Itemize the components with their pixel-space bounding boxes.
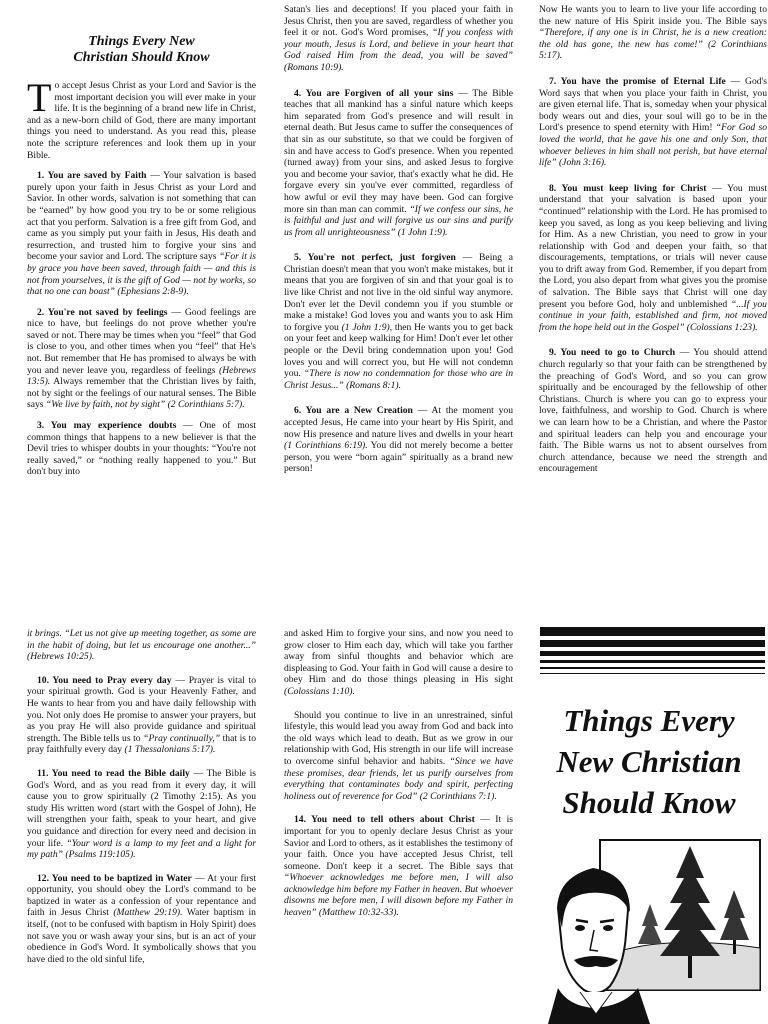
section-8-quote: “...If you continue in your faith, established and firm, not moved from the hope held out in the Gospel” (Colossians 1:23). — [539, 298, 767, 333]
section-14-heading: 14. You need to tell others about Christ — [294, 814, 475, 826]
section-4-heading: 4. You are Forgiven of all your sins — [294, 87, 454, 99]
section-4-body: — The Bible teaches that all mankind has a sinful nature which keeps him separated from God's presence and will result in eternal death. But Jesus came to suffer the consequences of that sin as our substitute, so that we could be forgiven of sin and have access to God's presence. When you repented (turned away) from your sins, and asked Jesus to forgive you and become your savior, that's exactly what he did. He forgave every sin you've ever committed, regardless of how awful or evil they may have been. God can forgive more sin than man can commit. — [284, 87, 513, 215]
intro-text: o accept Jesus Christ as your Lord and Savior is the most important decision you will ever make in your life. It is the beginning of a brand new life in Christ, and as a new-born child of God, there are many important things you need to understand. As you read this, please note the scripture references and look them up in your Bible. — [27, 80, 256, 161]
small-tree-icon — [638, 904, 662, 944]
drop-cap: T — [27, 75, 52, 120]
section-10-heading: 10. You need to Pray every day — [37, 674, 172, 686]
stripe — [540, 640, 765, 647]
section-7 — [539, 76, 767, 169]
section-11 — [27, 768, 256, 861]
section-5-ref: (1 John 1:9) — [341, 321, 390, 333]
section-10-quote: “Pray continually,” — [143, 732, 221, 744]
section-7-quote: “For God so loved the world, that he gave his one and only Son, that whoever believes in him shall not perish, but have eternal life” (John 3:16). — [539, 122, 767, 169]
section-10-body-2: that is to pray faithfully every day — [27, 732, 256, 756]
section-6-ref: (1 Corinthians 6:19). — [284, 440, 368, 452]
stripe — [540, 651, 765, 656]
stripe — [540, 673, 765, 674]
continuation-quote: “If you confess with your mouth, Jesus is Lord, and believe in your heart that God raised Him from the dead, you will be saved” (Romans 10:9). — [284, 27, 513, 73]
section-14-body: — It is important for you to openly declare Jesus Christ as your Savior and Lord to others, as it establishes the testimony of your faith. Once you have accepted Jesus Christ, tell someone. Don't keep it a secret. The Bible says that — [284, 814, 513, 872]
section-11-quote: “Your word is a lamp to my feet and a light for my path” (Psalms 119:105). — [27, 837, 256, 861]
continuation-paragraph — [27, 628, 256, 663]
intro-paragraph — [27, 75, 256, 161]
continuation-paragraph — [284, 628, 513, 698]
section-10-ref: (1 Thessalonians 5:17). — [124, 744, 216, 756]
continuation-paragraph — [284, 4, 513, 74]
section-8-heading: 8. You must keep living for Christ — [549, 182, 707, 194]
section-9-body: — You should attend church regularly so that your faith can be strengthened by the preaching of God's Word, and so you can grow spiritually and be encouraged by the fellowship of other Christians. Church is where you can go to express your love, faithfulness, and worship to God. Church is where we can learn how to be a Christian, and where the Pastor and spiritual leaders can help you and encourage your faith. The Bible warns us not to absent ourselves from church attendance, because we need the strength and encouragement — [539, 347, 768, 475]
section-14 — [284, 814, 513, 918]
section-7-heading: 7. You have the promise of Eternal Life — [549, 75, 726, 87]
column-4 — [27, 628, 256, 974]
section-8-body: — You must understand that your salvation is based upon your “continued” relationship with the Lord. He has promised to keep you saved, as long as you keep believing and living for Him. As a new Christian, you need to grow in your relationship with God and deepen your faith, so that discouragements, temptations, or trials will never cause you to drift away from God. Remember, if you depart from the Lord, you also depart from what gives you the promise of salvation. The Bible says that Christ will one day present you before God, holy and unblemished — [539, 182, 768, 310]
section-13-paragraph — [284, 710, 513, 803]
paragraph-2-quote: “Since we have these promises, dear friends, let us purify ourselves from everything that contaminates body and spirit, perfecting holiness out of reverence for God” (2 Corinthians 7:1). — [284, 755, 513, 802]
section-4 — [284, 88, 513, 239]
section-3-heading: 3. You may experience doubts — [37, 420, 177, 432]
cover-title-line-1: Things Every — [563, 703, 735, 738]
section-6-body-2: You did not merely become a better person, you were “born again” spiritually as a brand new person! — [284, 440, 513, 475]
continuation-quote: it brings. “Let us not give up meeting together, as some are in the habit of doing, but let us encourage one another...” (Hebrews 10:25). — [27, 628, 256, 663]
section-3 — [27, 420, 256, 478]
section-6-heading: 6. You are a New Creation — [294, 405, 413, 417]
column-3 — [539, 4, 767, 484]
section-10 — [27, 675, 256, 756]
section-5-heading: 5. You're not perfect, just forgiven — [294, 252, 456, 264]
continuation-text: and asked Him to forgive your sins, and now you need to grow closer to Him each day, which will take you farther away from sinful thoughts and behavior which are displeasing to God. Your faith in God will cause a desire to obey Him and do those things pleasing in His sight — [284, 628, 513, 686]
continuation-text: Satan's lies and deceptions! If you placed your faith in Jesus Christ, then you are saved, regardless of whether you feel it or not. God's Word promises, — [284, 4, 513, 39]
cover-title-line-2: New Christian — [556, 744, 742, 779]
section-2-body-2: Always remember that the Christian lives by faith, not by sight or the feelings of our natural senses. The Bible says — [27, 376, 256, 411]
title-line-2: Christian Should Know — [73, 50, 210, 65]
section-1 — [27, 170, 256, 298]
decorative-stripes — [540, 627, 765, 678]
section-8 — [539, 183, 767, 334]
section-5 — [284, 252, 513, 391]
continuation-text: Now He wants you to learn to live your life according to the new nature of His Spirit inside you. The Bible says — [539, 4, 767, 27]
section-9 — [539, 347, 767, 475]
section-7-body: — God's Word says that when you place your faith in Christ, you are given eternal life. That is, someday when your physical body wears out and dies, your soul will go to be in the Lord's presence to spend eternity with Him! — [539, 75, 768, 134]
cover-illustration — [538, 838, 766, 1024]
section-6 — [284, 405, 513, 475]
section-11-heading: 11. You need to read the Bible daily — [37, 767, 190, 779]
section-12-body-2: Water baptism in itself, (not to be confused with baptism in Holy Spirit) does not save you or wash away your sins, but is an act of your obedience in God's Word. It symbolically shows that you have died to the old sinful life, — [27, 907, 256, 965]
section-2-ref: (Hebrews 13:5). — [27, 364, 256, 388]
article-title — [27, 34, 256, 66]
section-10-body: — Prayer is vital to your spiritual growth. God is your Heavenly Father, and He wants to hear from you and have daily fellowship with you. Not only does He promise to answer your prayers, but as you pray He will also provide guidance and spiritual strength. The Bible tells us to — [27, 674, 256, 744]
paragraph-2-body: Should you continue to live in an unrestrained, sinful lifestyle, this would lead you away from God and back into the old ways which lead to death. But as we grow in our relationship with God, His strength in our life will increase to overcome sinful behavior and habits. — [284, 709, 513, 767]
section-6-body: — At the moment you accepted Jesus, He came into your heart by His Spirit, and now His presence and nature lives and dwells in your heart — [284, 405, 514, 440]
section-2-body: — Good feelings are nice to have, but feelings do not prove whether you're saved or not. There may be times when you “feel” that God is close to you, and other times when you “feel” that He's not. But remember that He has promised to always be with you and never leave you, regardless of feelings — [27, 306, 256, 376]
section-12-ref: (Matthew 29:19). — [113, 907, 183, 919]
section-12 — [27, 873, 256, 966]
section-5-quote: “There is now no condemnation for those who are in Christ Jesus...” (Romans 8:1). — [284, 368, 513, 391]
column-1 — [27, 34, 256, 487]
section-3-body: — One of most common things that happens to a new believer is that the Devil tries to whisper doubts in your thoughts: “You're not really saved,” or “nothing really happened to you.” But don't buy into — [27, 420, 256, 478]
section-5-body: — Being a Christian doesn't mean that you won't make mistakes, but it means that you are forgiven of sin and that your goal is to live like Christ and not live in the old sinful way anymore. Don't ever let the Devil condemn you if you stumble or make a mistake! God loves you and wants you to ask Him to forgive you — [284, 252, 514, 333]
continuation-paragraph — [539, 4, 767, 62]
stripe — [540, 667, 765, 669]
section-2-heading: 2. You're not saved by feelings — [37, 306, 168, 318]
column-2 — [284, 4, 513, 484]
section-2-quote: “We live by faith, not by sight” (2 Corinthians 5:7). — [45, 399, 245, 411]
section-12-heading: 12. You need to be baptized in Water — [37, 872, 192, 884]
section-14-quote: “Whoever acknowledges me before men, I will also acknowledge him before my Father in heaven. But whoever disowns me before men, I will disown before my Father in heaven” (Matthew 10:32-33). — [284, 872, 513, 919]
continuation-ref: (Colossians 1:10). — [284, 685, 355, 697]
section-4-quote: “If we confess our sins, he is faithful and just and will forgive us our sins and purify us from all unrighteousness” (1 John 1:9). — [284, 203, 513, 238]
section-1-heading: 1. You are saved by Faith — [37, 170, 147, 182]
column-5 — [284, 628, 513, 928]
section-2 — [27, 307, 256, 411]
section-5-body-2: , then He wants you to get back on your feet and keep walking for Him! Don't ever let other people or the Devil bring condemnation upon you! God loves you and will correct you, but He will not condemn you. — [284, 321, 513, 380]
section-9-heading: 9. You need to go to Church — [549, 347, 676, 359]
stripe — [540, 660, 765, 663]
man-portrait — [548, 868, 650, 1024]
cover-title — [530, 700, 768, 823]
continuation-quote: “Therefore, if any one is in Christ, he is a new creation: the old has gone, the new has come!” (2 Corinthians 5:17). — [539, 27, 767, 62]
section-1-quote: “For it is by grace you have been saved, through faith — and this is not from yourselves, it is the gift of God — not by works, so that no one can boast” (Ephesians 2:8-9). — [27, 251, 256, 298]
stripe — [540, 627, 765, 636]
cover-title-line-3: Should Know — [562, 785, 736, 820]
section-12-body: — At your first opportunity, you should obey the Lord's command to be baptized in water as a confession of your repentance and faith in Jesus Christ — [27, 872, 256, 919]
title-line-1: Things Every New — [88, 34, 195, 49]
section-1-body: — Your salvation is based purely upon your faith in Jesus Christ as your Lord and Savior. In other words, salvation is not something that can be “earned” by how good you try to be or some religious act that you perform. Salvation is a free gift from God, and came as you simply put your faith in Jesus, His death and resurrection, and trusted him to forgive your sins and become your savior and Lord. The scripture says — [27, 170, 256, 263]
section-11-body: — The Bible is God's Word, and as you read from it every day, it will cause you to grow spiritually (2 Timothy 2:15). As you study His written word (start with the Gospel of John), He will strengthen your faith, speak to your heart, and give you guidance and direction for every need and decision in your life. — [27, 767, 256, 849]
